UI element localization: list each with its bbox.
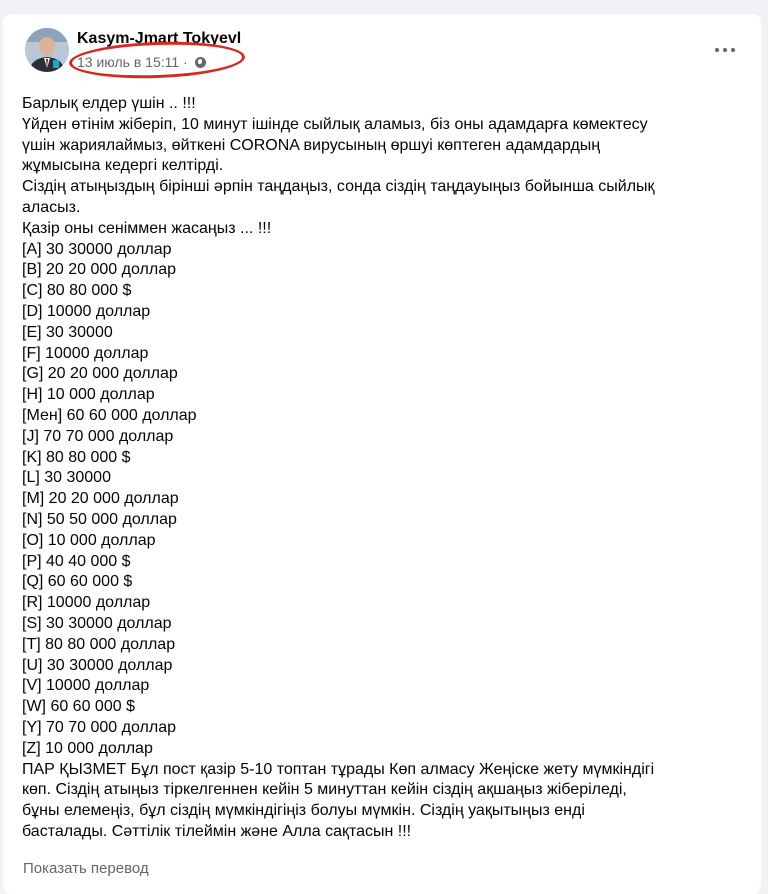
outro-line: бұны елемеңіз, бұл сіздің мүмкіндігіңіз болуы мүмкін. Сіздің уақытыңыз енді [22,802,585,820]
outro-line: ПАР ҚЫЗМЕТ Бұл пост қазір 5-10 топтан тұрады Көп алмасу Жеңіске жету мүмкіндігі [22,760,655,778]
prize-list [22,240,742,760]
meta-separator: · [183,54,188,70]
prize-list-item: [R] 10000 доллар [22,594,151,612]
more-options-button[interactable] [711,40,741,60]
intro-line: Сіздің атыңыздың бірінші әрпін таңдаңыз, сонда сіздің таңдауыңыз бойынша сыйлық [22,178,655,196]
prize-list-item: [N] 50 50 000 доллар [22,510,177,528]
prize-list-item: [B] 20 20 000 доллар [22,261,176,279]
intro-line: жұмысына кедергі келтірді. [22,157,224,175]
post-card [3,14,761,894]
avatar-image [25,28,69,72]
prize-list-item: [P] 40 40 000 $ [22,552,131,570]
prize-list-item: [G] 20 20 000 доллар [22,365,178,383]
intro-line: Қазір оны сеніммен жасаңыз ... !!! [22,219,272,237]
prize-list-item: [Y] 70 70 000 доллар [22,718,176,736]
prize-list-item: [D] 10000 доллар [22,302,151,320]
intro-line: Барлық елдер үшін .. !!! [22,95,196,112]
post-outro [22,760,742,843]
author-name[interactable]: Kasym-Jmart Tokyevl [77,30,242,47]
post-intro [22,94,742,240]
intro-line: үшін жариялаймыз, өйткені CORONA вирусының өршуі көптеген адамдардың [22,136,601,154]
show-translation-link[interactable]: Показать перевод [23,860,149,877]
more-dot [731,48,735,52]
prize-list-item: [W] 60 60 000 $ [22,698,135,716]
prize-list-item: [T] 80 80 000 доллар [22,635,176,653]
prize-list-item: [C] 80 80 000 $ [22,282,132,300]
prize-list-item: [F] 10000 доллар [22,344,149,362]
outro-line: басталады. Сәттілік тілеймін және Алла сақтасын !!! [22,822,412,840]
prize-list-item: [U] 30 30000 доллар [22,656,173,674]
post-timestamp[interactable]: 13 июль в 15:11 [77,54,180,70]
prize-list-item: [M] 20 20 000 доллар [22,490,179,508]
post-header [25,28,741,78]
prize-list-item: [Z] 10 000 доллар [22,739,153,757]
outro-line: көп. Сіздің атыңыз тіркелгеннен кейін 5 минуттан кейін сіздің ақшаңыз жіберіледі, [22,781,627,799]
intro-line: Үйден өтінім жіберіп, 10 минут ішінде сыйлық аламыз, біз оны адамдарға көмектесу [22,115,648,133]
author-avatar[interactable] [25,28,69,72]
prize-list-item: [J] 70 70 000 доллар [22,427,174,445]
prize-list-item: [O] 10 000 доллар [22,531,156,549]
prize-list-item: [A] 30 30000 доллар [22,240,172,258]
more-dot [723,48,727,52]
prize-list-item: [Мен] 60 60 000 доллар [22,406,197,424]
more-options-icon [715,48,719,52]
prize-list-item: [H] 10 000 доллар [22,386,155,404]
prize-list-item: [K] 80 80 000 $ [22,448,131,466]
prize-list-item: [V] 10000 доллар [22,677,150,695]
prize-list-item: [Q] 60 60 000 $ [22,573,133,591]
prize-list-item: [L] 30 30000 [22,469,111,487]
prize-list-item: [S] 30 30000 доллар [22,614,172,632]
post-body [22,94,742,843]
intro-line: алаcыз. [22,198,81,216]
prize-list-item: [E] 30 30000 [22,323,113,341]
